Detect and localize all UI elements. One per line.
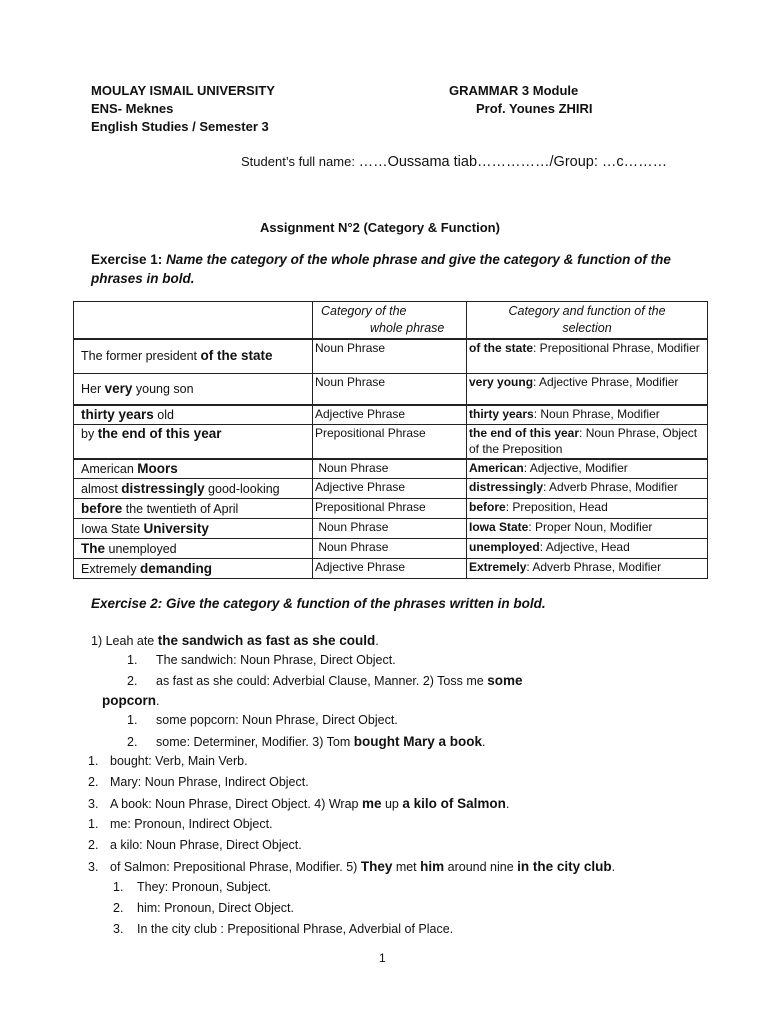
exercise2-line	[88, 817, 273, 831]
exercise2-line	[88, 796, 509, 811]
exercise1-instruction	[91, 252, 671, 267]
phrase-bold: demanding	[140, 560, 213, 576]
exercise1-table	[73, 301, 708, 579]
line-bold: a kilo of Salmon	[402, 796, 506, 811]
selection-text: : Noun Phrase, Object of the Preposition	[469, 426, 698, 456]
line-bold: the sandwich as fast as she could	[157, 633, 376, 648]
line-text: bought: Verb, Main Verb.	[110, 754, 248, 768]
line-text: .	[505, 797, 510, 811]
selection-text: : Adverb Phrase, Modifier	[543, 480, 678, 494]
phrase-bold: distressingly	[121, 480, 205, 496]
phrase-bold: very	[104, 380, 133, 396]
selection-text: : Adverb Phrase, Modifier	[526, 560, 662, 574]
list-number: 2.	[88, 838, 99, 852]
line-text: 1) Leah ate	[91, 634, 158, 648]
selection-bold: very young	[469, 375, 534, 389]
list-number: 2.	[127, 735, 138, 749]
phrase-text: Extremely	[81, 561, 141, 576]
selection-cell	[467, 374, 708, 405]
exercise2-line	[91, 633, 379, 648]
phrase-cell	[74, 425, 313, 459]
whole-category-cell: Noun Phrase	[313, 459, 467, 479]
phrase-bold: of the state	[200, 348, 273, 364]
selection-bold: of the state	[469, 340, 534, 355]
page-number: 1	[379, 951, 386, 965]
exercise2-line	[102, 693, 159, 708]
selection-cell	[467, 405, 708, 425]
line-text: him: Pronoun, Direct Object.	[137, 901, 295, 915]
whole-category-cell: Noun Phrase	[313, 339, 467, 374]
line-bold: popcorn	[102, 693, 156, 708]
selection-cell	[467, 339, 708, 374]
exercise2-line	[127, 713, 398, 727]
whole-category-cell: Noun Phrase	[313, 539, 467, 559]
phrase-cell	[74, 339, 313, 374]
phrase-text: Iowa State	[81, 521, 144, 536]
line-text: .	[375, 634, 379, 648]
exercise2-line	[113, 880, 271, 894]
selection-text: : Adjective, Head	[539, 540, 630, 554]
line-text: met	[392, 860, 421, 874]
exercise2-title: Exercise 2: Give the category & function of the phrases written in bold.	[91, 596, 546, 611]
phrase-bold: before	[81, 500, 123, 516]
phrase-cell	[74, 479, 313, 499]
phrase-text: The former president	[81, 349, 201, 364]
whole-category-cell: Noun Phrase	[313, 374, 467, 405]
phrase-cell	[74, 519, 313, 539]
selection-text: : Noun Phrase, Modifier	[533, 406, 660, 421]
exercise2-line	[88, 838, 302, 852]
line-text: They: Pronoun, Subject.	[137, 880, 272, 894]
whole-category-cell: Prepositional Phrase	[313, 499, 467, 519]
university-name: MOULAY ISMAIL UNIVERSITY	[91, 83, 275, 98]
student-value: ……Oussama tiab……………/Group: …c………	[358, 154, 668, 170]
assignment-title: Assignment N°2 (Category & Function)	[260, 220, 500, 235]
list-number: 1.	[127, 713, 138, 727]
line-text: some: Determiner, Modifier. 3) Tom	[156, 735, 354, 749]
selection-text: : Preposition, Head	[505, 500, 608, 514]
table-row	[74, 559, 708, 579]
header-cell-phrase	[74, 302, 313, 339]
line-text: .	[611, 860, 616, 874]
selection-text: : Prepositional Phrase, Modifier	[533, 340, 700, 355]
line-text: around nine	[444, 860, 518, 874]
line-bold: him	[420, 859, 445, 874]
whole-category-cell: Adjective Phrase	[313, 559, 467, 579]
list-number: 2.	[113, 901, 124, 915]
school-name: ENS- Meknes	[91, 101, 174, 116]
line-text: The sandwich: Noun Phrase, Direct Object.	[156, 653, 396, 667]
table-row	[74, 459, 708, 479]
phrase-text: almost	[81, 481, 122, 496]
list-number: 3.	[113, 922, 124, 936]
table-header-row	[74, 302, 708, 339]
header-cell-whole	[313, 302, 467, 339]
line-bold: bought Mary a book	[353, 734, 483, 749]
phrase-cell	[74, 559, 313, 579]
selection-text: : Adjective Phrase, Modifier	[533, 375, 679, 389]
program-name: English Studies / Semester 3	[91, 119, 269, 134]
line-text: In the city club : Prepositional Phrase, Adverbial of Place.	[137, 922, 454, 936]
line-text: as fast as she could: Adverbial Clause, Manner. 2) Toss me	[156, 674, 488, 688]
exercise2-line	[127, 653, 396, 667]
list-number: 3.	[88, 860, 99, 874]
phrase-cell	[74, 405, 313, 425]
exercise2-line	[88, 859, 615, 874]
student-label: Student’s full name:	[241, 154, 359, 169]
list-number: 1.	[88, 817, 99, 831]
line-text: .	[156, 694, 160, 708]
selection-cell	[467, 479, 708, 499]
table-row	[74, 374, 708, 405]
table-row	[74, 425, 708, 459]
selection-bold: the end of this year	[469, 426, 580, 440]
phrase-text: American	[81, 461, 138, 476]
selection-text: : Proper Noun, Modifier	[528, 520, 653, 534]
list-number: 2.	[88, 775, 99, 789]
whole-category-cell: Prepositional Phrase	[313, 425, 467, 459]
list-number: 1.	[88, 754, 99, 768]
exercise1-instruction-line2: phrases in bold.	[91, 271, 195, 286]
selection-bold: distressingly	[469, 480, 544, 494]
table-row	[74, 405, 708, 425]
table-row	[74, 499, 708, 519]
header-whole-line2: whole phrase	[370, 321, 445, 335]
table-row	[74, 539, 708, 559]
exercise2-line	[113, 901, 294, 915]
table-row	[74, 519, 708, 539]
phrase-text: by	[81, 427, 98, 441]
selection-bold: Extremely	[469, 560, 527, 574]
header-cell-selection	[467, 302, 708, 339]
exercise2-line	[127, 673, 522, 688]
phrase-text: Her	[81, 381, 105, 396]
exercise1-instruction-line1: Name the category of the whole phrase and give the category & function of the	[166, 252, 671, 267]
line-text: some popcorn: Noun Phrase, Direct Object.	[156, 713, 398, 727]
selection-bold: American	[469, 460, 524, 475]
header-selection-line1: Category and function of the	[508, 304, 666, 318]
line-text: Mary: Noun Phrase, Indirect Object.	[110, 775, 309, 789]
list-number: 3.	[88, 797, 99, 811]
phrase-bold: Moors	[137, 460, 178, 476]
whole-category-cell: Noun Phrase	[313, 519, 467, 539]
list-number: 1.	[113, 880, 124, 894]
phrase-text: old	[153, 407, 174, 422]
phrase-cell	[74, 539, 313, 559]
list-number: 2.	[127, 674, 138, 688]
phrase-cell	[74, 499, 313, 519]
module-name: GRAMMAR 3 Module	[449, 83, 579, 98]
phrase-bold: The	[81, 540, 106, 556]
selection-text: : Adjective, Modifier	[523, 460, 628, 475]
line-bold: some	[487, 673, 523, 688]
line-text: A book: Noun Phrase, Direct Object. 4) Wrap	[110, 797, 362, 811]
list-number: 1.	[127, 653, 138, 667]
line-text: .	[482, 735, 486, 749]
phrase-text: good-looking	[204, 481, 280, 496]
phrase-bold: University	[143, 520, 209, 536]
phrase-text: unemployed	[105, 541, 177, 556]
line-bold: They	[360, 859, 393, 874]
professor-name: Prof. Younes ZHIRI	[476, 101, 593, 116]
header-whole-line1: Category of the	[321, 304, 407, 318]
table-row	[74, 339, 708, 374]
line-text: up	[381, 797, 403, 811]
selection-cell	[467, 459, 708, 479]
exercise2-line	[88, 775, 309, 789]
selection-bold: thirty years	[469, 406, 534, 421]
exercise2-line	[113, 922, 453, 936]
table-row	[74, 479, 708, 499]
selection-cell	[467, 559, 708, 579]
selection-bold: before	[469, 500, 506, 514]
selection-bold: unemployed	[469, 540, 540, 554]
phrase-bold: the end of this year	[97, 426, 222, 441]
whole-category-cell: Adjective Phrase	[313, 479, 467, 499]
phrase-text: young son	[132, 381, 194, 396]
exercise2-line	[88, 754, 248, 768]
selection-cell	[467, 539, 708, 559]
phrase-cell	[74, 374, 313, 405]
line-text: a kilo: Noun Phrase, Direct Object.	[110, 838, 302, 852]
selection-cell	[467, 519, 708, 539]
selection-cell	[467, 499, 708, 519]
exercise2-line	[127, 734, 486, 749]
line-bold: me	[361, 796, 382, 811]
line-text: me: Pronoun, Indirect Object.	[110, 817, 273, 831]
header-selection-line2: selection	[562, 321, 612, 335]
whole-category-cell: Adjective Phrase	[313, 405, 467, 425]
student-line	[241, 154, 667, 170]
phrase-text: the twentieth of April	[122, 501, 239, 516]
exercise1-label: Exercise 1:	[91, 252, 167, 267]
selection-cell	[467, 425, 708, 459]
phrase-bold: thirty years	[81, 406, 154, 422]
line-text: of Salmon: Prepositional Phrase, Modifier. 5)	[110, 860, 361, 874]
selection-bold: Iowa State	[469, 520, 529, 534]
phrase-cell	[74, 459, 313, 479]
line-bold: in the city club	[517, 859, 612, 874]
